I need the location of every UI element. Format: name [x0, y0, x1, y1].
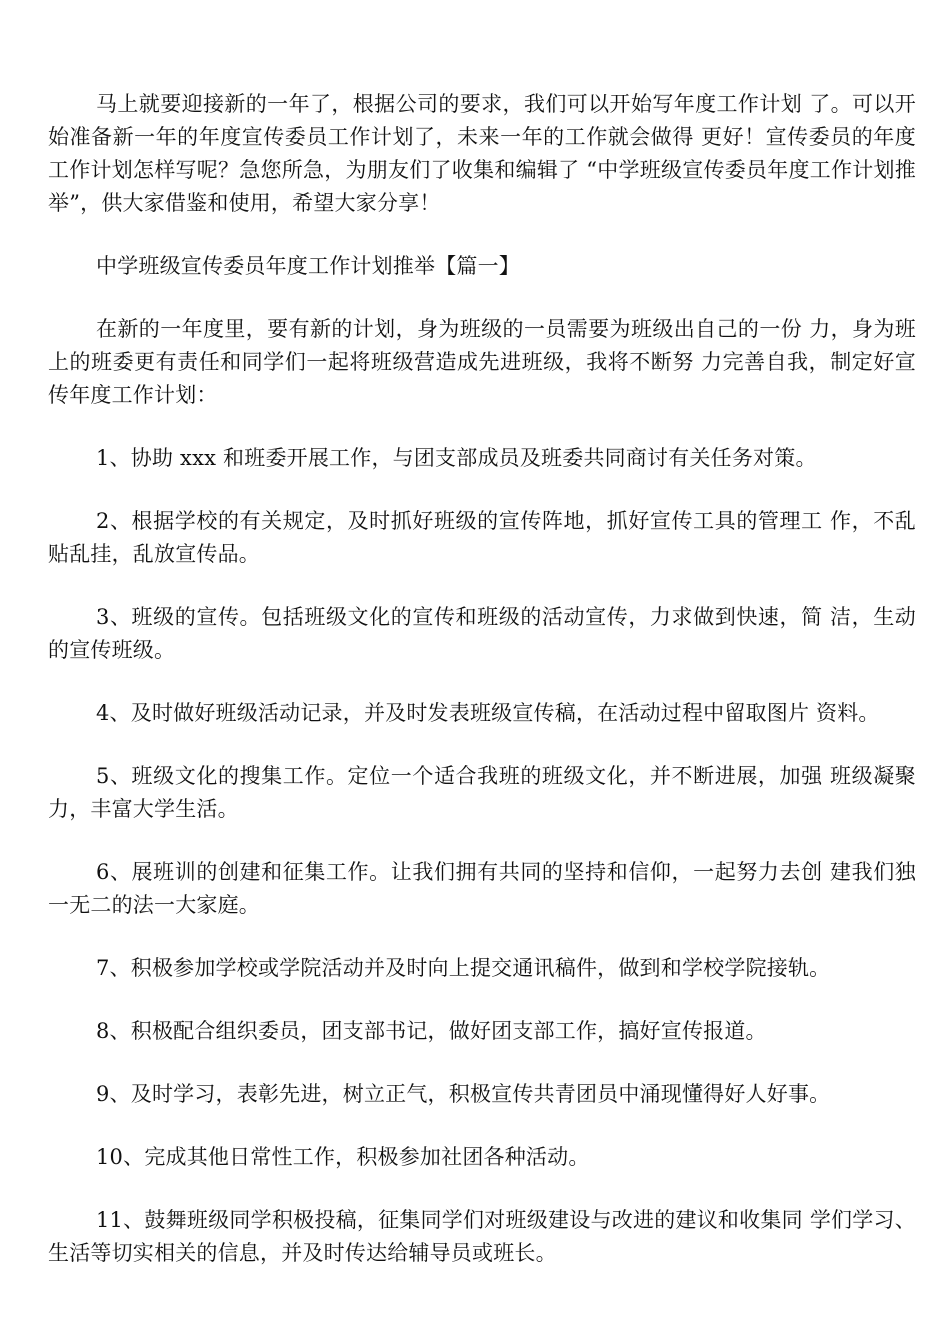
list-item: 4、及时做好班级活动记录，并及时发表班级宣传稿，在活动过程中留取图片 资料。	[96, 701, 880, 725]
list-item: 1、协助 xxx 和班委开展工作，与团支部成员及班委共同商讨有关任务对策。	[96, 446, 817, 470]
list-item: 5、班级文化的搜集工作。定位一个适合我班的班级文化，并不断进展，加强 班级凝聚力，丰富大学生活。	[48, 764, 916, 821]
list-item: 7、积极参加学校或学院活动并及时向上提交通讯稿件，做到和学校学院接轨。	[96, 956, 831, 980]
document-page	[48, 88, 916, 1300]
list-item: 10、完成其他日常性工作，积极参加社团各种活动。	[96, 1145, 590, 1169]
section-title: 中学班级宣传委员年度工作计划推举【篇一】	[96, 254, 520, 278]
list-item: 3、班级的宣传。包括班级文化的宣传和班级的活动宣传，力求做到快速，简 洁，生动的宣传班级。	[48, 605, 916, 662]
lead-paragraph: 在新的一年度里，要有新的计划，身为班级的一员需要为班级出自己的一份 力，身为班上的班委更有责任和同学们一起将班级营造成先进班级，我将不断努 力完善自我，制定好宣传年度工作计划：	[48, 317, 916, 407]
intro-paragraph: 马上就要迎接新的一年了，根据公司的要求，我们可以开始写年度工作计划 了。可以开始准备新一年的年度宣传委员工作计划了，未来一年的工作就会做得 更好！宣传委员的年度工作计划怎样写呢？急您所急，为朋友们了收集和编辑了 “中学班级宣传委员年度工作计划推举”，供大家借鉴和使用，希望大家分享！	[48, 92, 916, 215]
list-item: 11、鼓舞班级同学积极投稿，征集同学们对班级建设与改进的建议和收集同 学们学习、生活等切实相关的信息，并及时传达给辅导员或班长。	[48, 1208, 916, 1265]
list-item: 9、及时学习，表彰先进，树立正气，积极宣传共青团员中涌现懂得好人好事。	[96, 1082, 831, 1106]
list-item: 2、根据学校的有关规定，及时抓好班级的宣传阵地，抓好宣传工具的管理工 作，不乱贴乱挂，乱放宣传品。	[48, 509, 916, 566]
list-item: 8、积极配合组织委员，团支部书记，做好团支部工作，搞好宣传报道。	[96, 1019, 767, 1043]
list-item: 6、展班训的创建和征集工作。让我们拥有共同的坚持和信仰，一起努力去创 建我们独一无二的法一大家庭。	[48, 860, 916, 917]
